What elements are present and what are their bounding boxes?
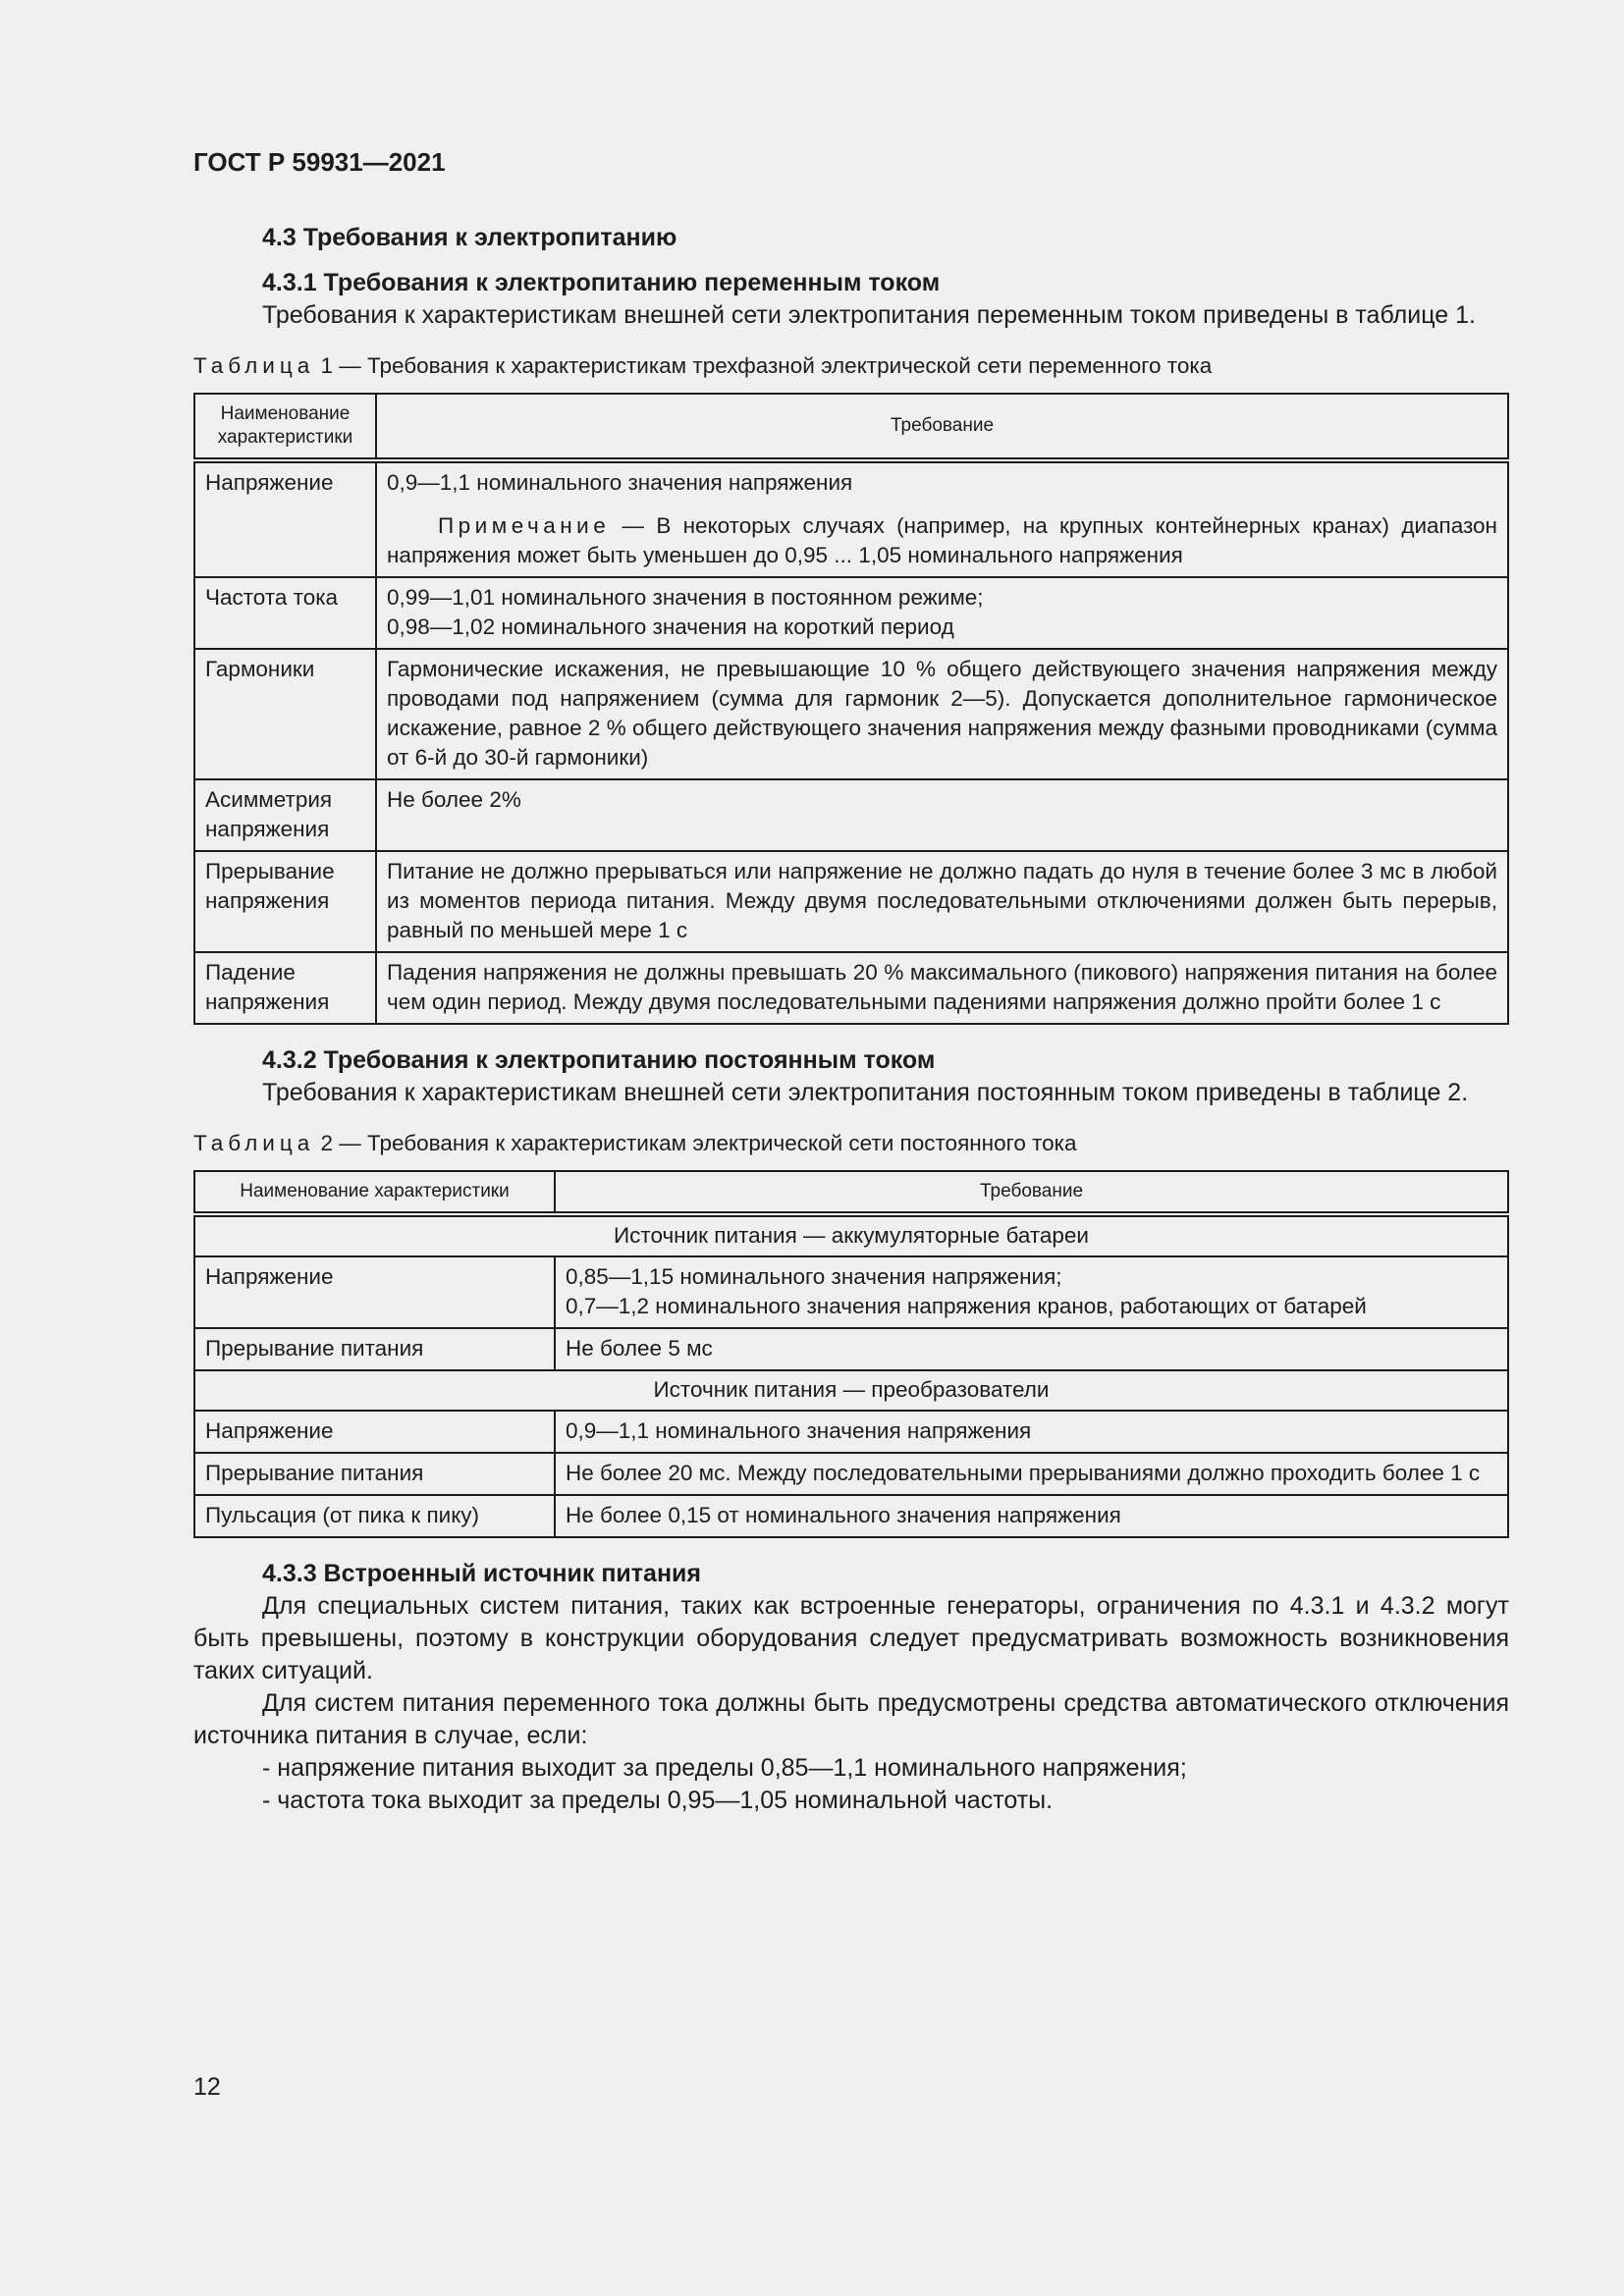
standard-header: ГОСТ Р 59931—2021 [193, 147, 446, 177]
section-4-3-3-title: 4.3.3 Встроенный источник питания [262, 1560, 702, 1587]
row-requirement: 0,9—1,1 номинального значения напряжения [555, 1411, 1508, 1453]
group-title-converters: Источник питания — преобразователи [194, 1370, 1508, 1411]
section-4-3-2-title: 4.3.2 Требования к электропитанию постоянным током [262, 1046, 936, 1074]
note-label: Примечание [438, 513, 611, 538]
requirement-text: 0,9—1,1 номинального значения напряжения [387, 470, 853, 495]
row-name: Напряжение [194, 460, 376, 577]
section-4-3-3-para2: Для систем питания переменного тока должны быть предусмотрены средства автоматического отключения источника питания в случае, если: [193, 1689, 1509, 1749]
spacer [193, 1538, 1509, 1558]
row-name: Частота тока [194, 577, 376, 649]
table2-caption-label: Таблица [193, 1131, 315, 1155]
section-4-3-1-title: 4.3.1 Требования к электропитанию переменным током [262, 269, 941, 296]
page-content [193, 222, 1509, 1817]
requirement-line: 0,98—1,02 номинального значения на короткий период [387, 614, 954, 639]
table-row [194, 577, 1508, 649]
row-name: Прерывание питания [194, 1453, 555, 1495]
page-number: 12 [193, 2073, 221, 2101]
row-requirement: Не более 2% [376, 779, 1508, 851]
table-group-row [194, 1370, 1508, 1411]
table2-head-requirement: Требование [555, 1171, 1508, 1214]
table-group-row [194, 1214, 1508, 1256]
table-row [194, 1256, 1508, 1328]
row-name: Пульсация (от пика к пику) [194, 1495, 555, 1537]
row-name: Гармоники [194, 649, 376, 779]
table2-caption-text: 2 — Требования к характеристикам электрической сети постоянного тока [320, 1131, 1077, 1155]
table1-header-row [194, 394, 1508, 460]
table1-caption-text: 1 — Требования к характеристикам трехфазной электрической сети переменного тока [320, 353, 1213, 378]
table1-caption [193, 351, 1509, 381]
section-4-3-2-intro: Требования к характеристикам внешней сети электропитания постоянным током приведены в таблице 2. [262, 1079, 1469, 1106]
table1-head-characteristic: Наименование характеристики [194, 394, 376, 460]
row-requirement: Гармонические искажения, не превышающие 10 % общего действующего значения напряжения между проводами под напряжением (сумма для гармоник 2—5). Допускается дополнительное гармоническое искажение, равное 2 % общего действующего значения напряжения между фазными проводниками (сумма от 6-й до 30-й гармоники) [376, 649, 1508, 779]
table-row [194, 851, 1508, 952]
group-title-batteries: Источник питания — аккумуляторные батареи [194, 1214, 1508, 1256]
list-item: - частота тока выходит за пределы 0,95—1,05 номинальной частоты. [262, 1787, 1054, 1814]
note-text: — В некоторых случаях (например, на крупных контейнерных кранах) диапазон напряжения может быть уменьшен до 0,95 ... 1,05 номинального напряжения [387, 513, 1497, 567]
row-name: Асимметрия напряжения [194, 779, 376, 851]
row-requirement [555, 1256, 1508, 1328]
table-row [194, 649, 1508, 779]
row-requirement: Питание не должно прерываться или напряжение не должно падать до нуля в течение более 3 мс в любой из моментов периода питания. Между двумя последовательными отключениями должен быть перерыв, равный по меньшей мере 1 с [376, 851, 1508, 952]
table2-caption [193, 1129, 1509, 1158]
requirement-line: 0,99—1,01 номинального значения в постоянном режиме; [387, 585, 984, 610]
table2-dc-requirements [193, 1170, 1509, 1538]
table-row [194, 460, 1508, 577]
row-requirement: Не более 0,15 от номинального значения напряжения [555, 1495, 1508, 1537]
spacer [193, 1025, 1509, 1044]
row-name: Прерывание напряжения [194, 851, 376, 952]
row-name: Прерывание питания [194, 1328, 555, 1370]
table-row [194, 1328, 1508, 1370]
table1-head-requirement: Требование [376, 394, 1508, 460]
row-name: Напряжение [194, 1411, 555, 1453]
table1-caption-label: Таблица [193, 353, 315, 378]
row-requirement: Падения напряжения не должны превышать 20 % максимального (пикового) напряжения питания на более чем один период. Между двумя последовательными падениями напряжения должно пройти более 1 с [376, 952, 1508, 1024]
row-requirement: Не более 20 мс. Между последовательными прерываниями должно проходить более 1 с [555, 1453, 1508, 1495]
row-requirement [376, 460, 1508, 577]
table-row [194, 1495, 1508, 1537]
table2-header-row [194, 1171, 1508, 1214]
table2-head-characteristic: Наименование характеристики [194, 1171, 555, 1214]
row-name: Падение напряжения [194, 952, 376, 1024]
section-4-3-3-para1: Для специальных систем питания, таких как встроенные генераторы, ограничения по 4.3.1 и 4.3.2 могут быть превышены, поэтому в конструкции оборудования следует предусматривать возможность возникновения таких ситуаций. [193, 1592, 1509, 1684]
row-requirement: Не более 5 мс [555, 1328, 1508, 1370]
requirement-line: 0,7—1,2 номинального значения напряжения кранов, работающих от батарей [566, 1294, 1367, 1318]
list-item: - напряжение питания выходит за пределы 0,85—1,1 номинального напряжения; [262, 1754, 1187, 1782]
section-4-3-title: 4.3 Требования к электропитанию [262, 224, 677, 251]
row-requirement [376, 577, 1508, 649]
table-row [194, 952, 1508, 1024]
table-row [194, 1411, 1508, 1453]
row-name: Напряжение [194, 1256, 555, 1328]
section-4-3-1-intro: Требования к характеристикам внешней сети электропитания переменным током приведены в таблице 1. [262, 301, 1476, 329]
table-row [194, 779, 1508, 851]
requirement-line: 0,85—1,15 номинального значения напряжения; [566, 1264, 1062, 1289]
table-note [387, 511, 1497, 570]
table-row [194, 1453, 1508, 1495]
table1-ac-requirements [193, 393, 1509, 1025]
